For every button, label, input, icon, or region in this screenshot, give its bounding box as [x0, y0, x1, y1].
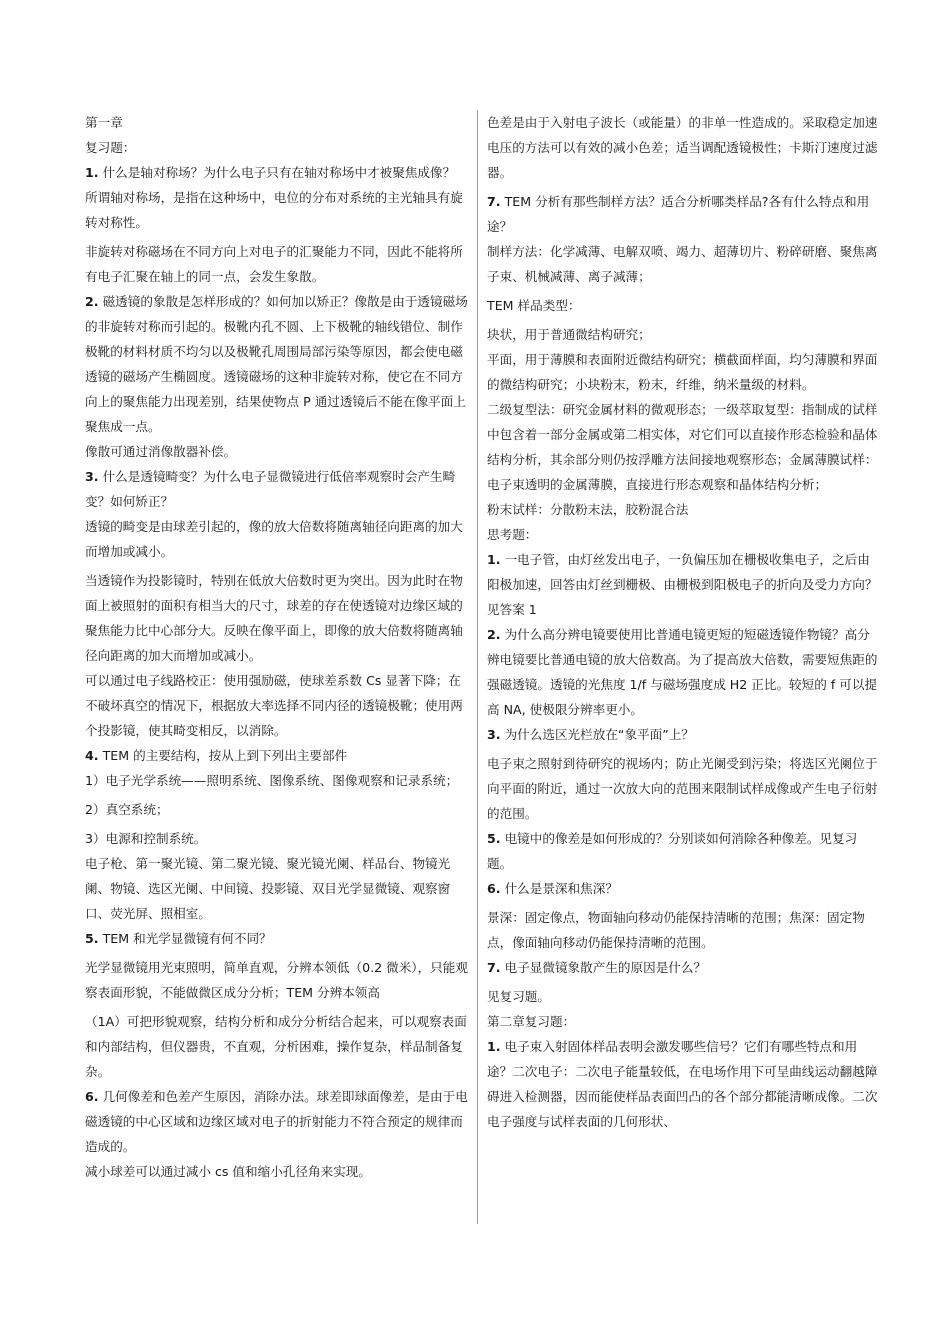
paragraph: （1A）可把形貌观察，结构分析和成分分析结合起来，可以观察表面和内部结构，但仪器贵，不直观，分析困难，操作复杂，样品制备复杂。	[85, 1014, 467, 1079]
paragraph: 思考题：	[487, 527, 538, 542]
list-item: 1. 什么是轴对称场？为什么电子只有在轴对称场中才被聚焦成像？	[85, 165, 456, 180]
list-item: 1. 电子束入射固体样品表明会激发哪些信号？它们有哪些特点和用途？二次电子：二次电子能量较低，在电场作用下可呈曲线运动翻越障碍进入检测器，因而能使样品表面凹凸的各个部分都能清晰成像。二次电子强度与试样表面的几何形状、	[487, 1039, 878, 1129]
paragraph: 电子束之照射到待研究的视场内；防止光阑受到污染；将选区光阑位于向平面的附近，通过一次放大向的范围来限制试样成像或产生电子衍射的范围。	[487, 756, 878, 821]
list-item: 5. TEM 和光学显微镜有何不同？	[85, 931, 272, 946]
right-column	[487, 110, 882, 1134]
paragraph: 景深：固定像点，物面轴向移动仍能保持清晰的范围；焦深：固定物点，像面轴向移动仍能保持清晰的范围。	[487, 910, 865, 950]
paragraph: 见答案 1	[487, 602, 537, 617]
list-item: 6. 什么是景深和焦深？	[487, 881, 618, 896]
paragraph: 非旋转对称磁场在不同方向上对电子的汇聚能力不同，因此不能将所有电子汇聚在轴上的同一点，会发生象散。	[85, 244, 463, 284]
column-divider	[477, 110, 478, 1224]
paragraph: 第二章复习题：	[487, 1014, 576, 1029]
paragraph: 见复习题。	[487, 989, 550, 1004]
list-item: 3. 什么是透镜畸变？为什么电子显微镜进行低倍率观察时会产生畸变？如何矫正？	[85, 469, 456, 509]
paragraph: 2）真空系统；	[85, 802, 169, 817]
paragraph: 所谓轴对称场，是指在这种场中，电位的分布对系统的主光轴具有旋转对称性。	[85, 190, 463, 230]
paragraph: 制样方法：化学减薄、电解双喷、竭力、超薄切片、粉碎研磨、聚焦离子束、机械减薄、离子减薄；	[487, 244, 878, 284]
paragraph: 电子枪、第一聚光镜、第二聚光镜、聚光镜光阑、样品台、物镜光阑、物镜、选区光阑、中间镜、投影镜、双目光学显微镜、观察窗口、荧光屏、照相室。	[85, 856, 451, 921]
paragraph: 第一章	[85, 115, 123, 130]
paragraph: 透镜的畸变是由球差引起的，像的放大倍数将随离轴径向距离的加大而增加或减小。	[85, 519, 463, 559]
paragraph: TEM 样品类型：	[487, 298, 581, 313]
list-item: 5. 电镜中的像差是如何形成的？分别谈如何消除各种像差。见复习题。	[487, 831, 858, 871]
left-column	[85, 110, 469, 1184]
paragraph: 当透镜作为投影镜时，特别在低放大倍数时更为突出。因为此时在物面上被照射的面积有相当大的尺寸，球差的存在使透镜对边缘区域的聚焦能力比中心部分大。反映在像平面上，即像的放大倍数将随离轴径向距离的加大而增加或减小。	[85, 573, 463, 663]
paragraph: 平面，用于薄膜和表面附近微结构研究；横截面样面，均匀薄膜和界面的微结构研究；小块粉末，粉末，纤维，纳米量级的材料。	[487, 352, 878, 392]
list-item: 2. 为什么高分辨电镜要使用比普通电镜更短的短磁透镜作物镜？高分辨电镜要比普通电镜的放大倍数高。为了提高放大倍数，需要短焦距的强磁透镜。透镜的光焦度 1/f 与磁场强度成 H2 正比。较短的 f 可以提高 NA, 使极限分辨率更小。	[487, 627, 878, 717]
paragraph: 复习题：	[85, 140, 136, 155]
paragraph: 色差是由于入射电子波长（或能量）的非单一性造成的。采取稳定加速电压的方法可以有效的减小色差；适当调配透镜极性；卡斯汀速度过滤器。	[487, 115, 878, 180]
paragraph: 像散可通过消像散器补偿。	[85, 444, 237, 459]
list-item: 6. 几何像差和色差产生原因，消除办法。球差即球面像差，是由于电磁透镜的中心区域和边缘区域对电子的折射能力不符合预定的规律而造成的。	[85, 1089, 468, 1154]
list-item: 2. 磁透镜的象散是怎样形成的？如何加以矫正？像散是由于透镜磁场的非旋转对称而引起的。极靴内孔不圆、上下极靴的轴线错位、制作极靴的材料材质不均匀以及极靴孔周围局部污染等原因，都会使电磁透镜的磁场产生椭圆度。透镜磁场的这种非旋转对称，使它在不同方向上的聚焦能力出现差别，结果使物点 P 通过透镜后不能在像平面上聚焦成一点。	[85, 294, 468, 434]
paragraph: 块状，用于普通微结构研究；	[487, 327, 651, 342]
list-item: 4. TEM 的主要结构，按从上到下列出主要部件	[85, 748, 348, 763]
paragraph: 可以通过电子线路校正：使用强励磁，使球差系数 Cs 显著下降；在不破坏真空的情况下，根据放大率选择不同内径的透镜极靴；使用两个投影镜，使其畸变相反，以消除。	[85, 673, 463, 738]
paragraph: 光学显微镜用光束照明，简单直观，分辨本领低（0.2 微米），只能观察表面形貌，不能做微区成分分析；TEM 分辨本领高	[85, 960, 468, 1000]
list-item: 3. 为什么选区光栏放在“象平面”上？	[487, 727, 694, 742]
paragraph: 3）电源和控制系统。	[85, 831, 207, 846]
list-item: 7. TEM 分析有那些制样方法？适合分析哪类样品?各有什么特点和用途？	[487, 194, 870, 234]
list-item: 7. 电子显微镜象散产生的原因是什么？	[487, 960, 707, 975]
paragraph: 减小球差可以通过减小 cs 值和缩小孔径角来实现。	[85, 1164, 371, 1179]
list-item: 1. 一电子管，由灯丝发出电子，一负偏压加在栅极收集电子，之后由阳极加速，回答由灯丝到栅极、由栅极到阳极电子的折向及受力方向？	[487, 552, 878, 592]
paragraph: 1）电子光学系统——照明系统、图像系统、图像观察和记录系统；	[85, 773, 459, 788]
paragraph: 粉末试样：分散粉末法，胶粉混合法	[487, 502, 689, 517]
paragraph: 二级复型法：研究金属材料的微观形态；一级萃取复型：指制成的试样中包含着一部分金属或第二相实体，对它们可以直接作形态检验和晶体结构分析，其余部分则仍按浮雕方法间接地观察形态；金属薄膜试样：电子束透明的金属薄膜，直接进行形态观察和晶体结构分析；	[487, 402, 878, 492]
